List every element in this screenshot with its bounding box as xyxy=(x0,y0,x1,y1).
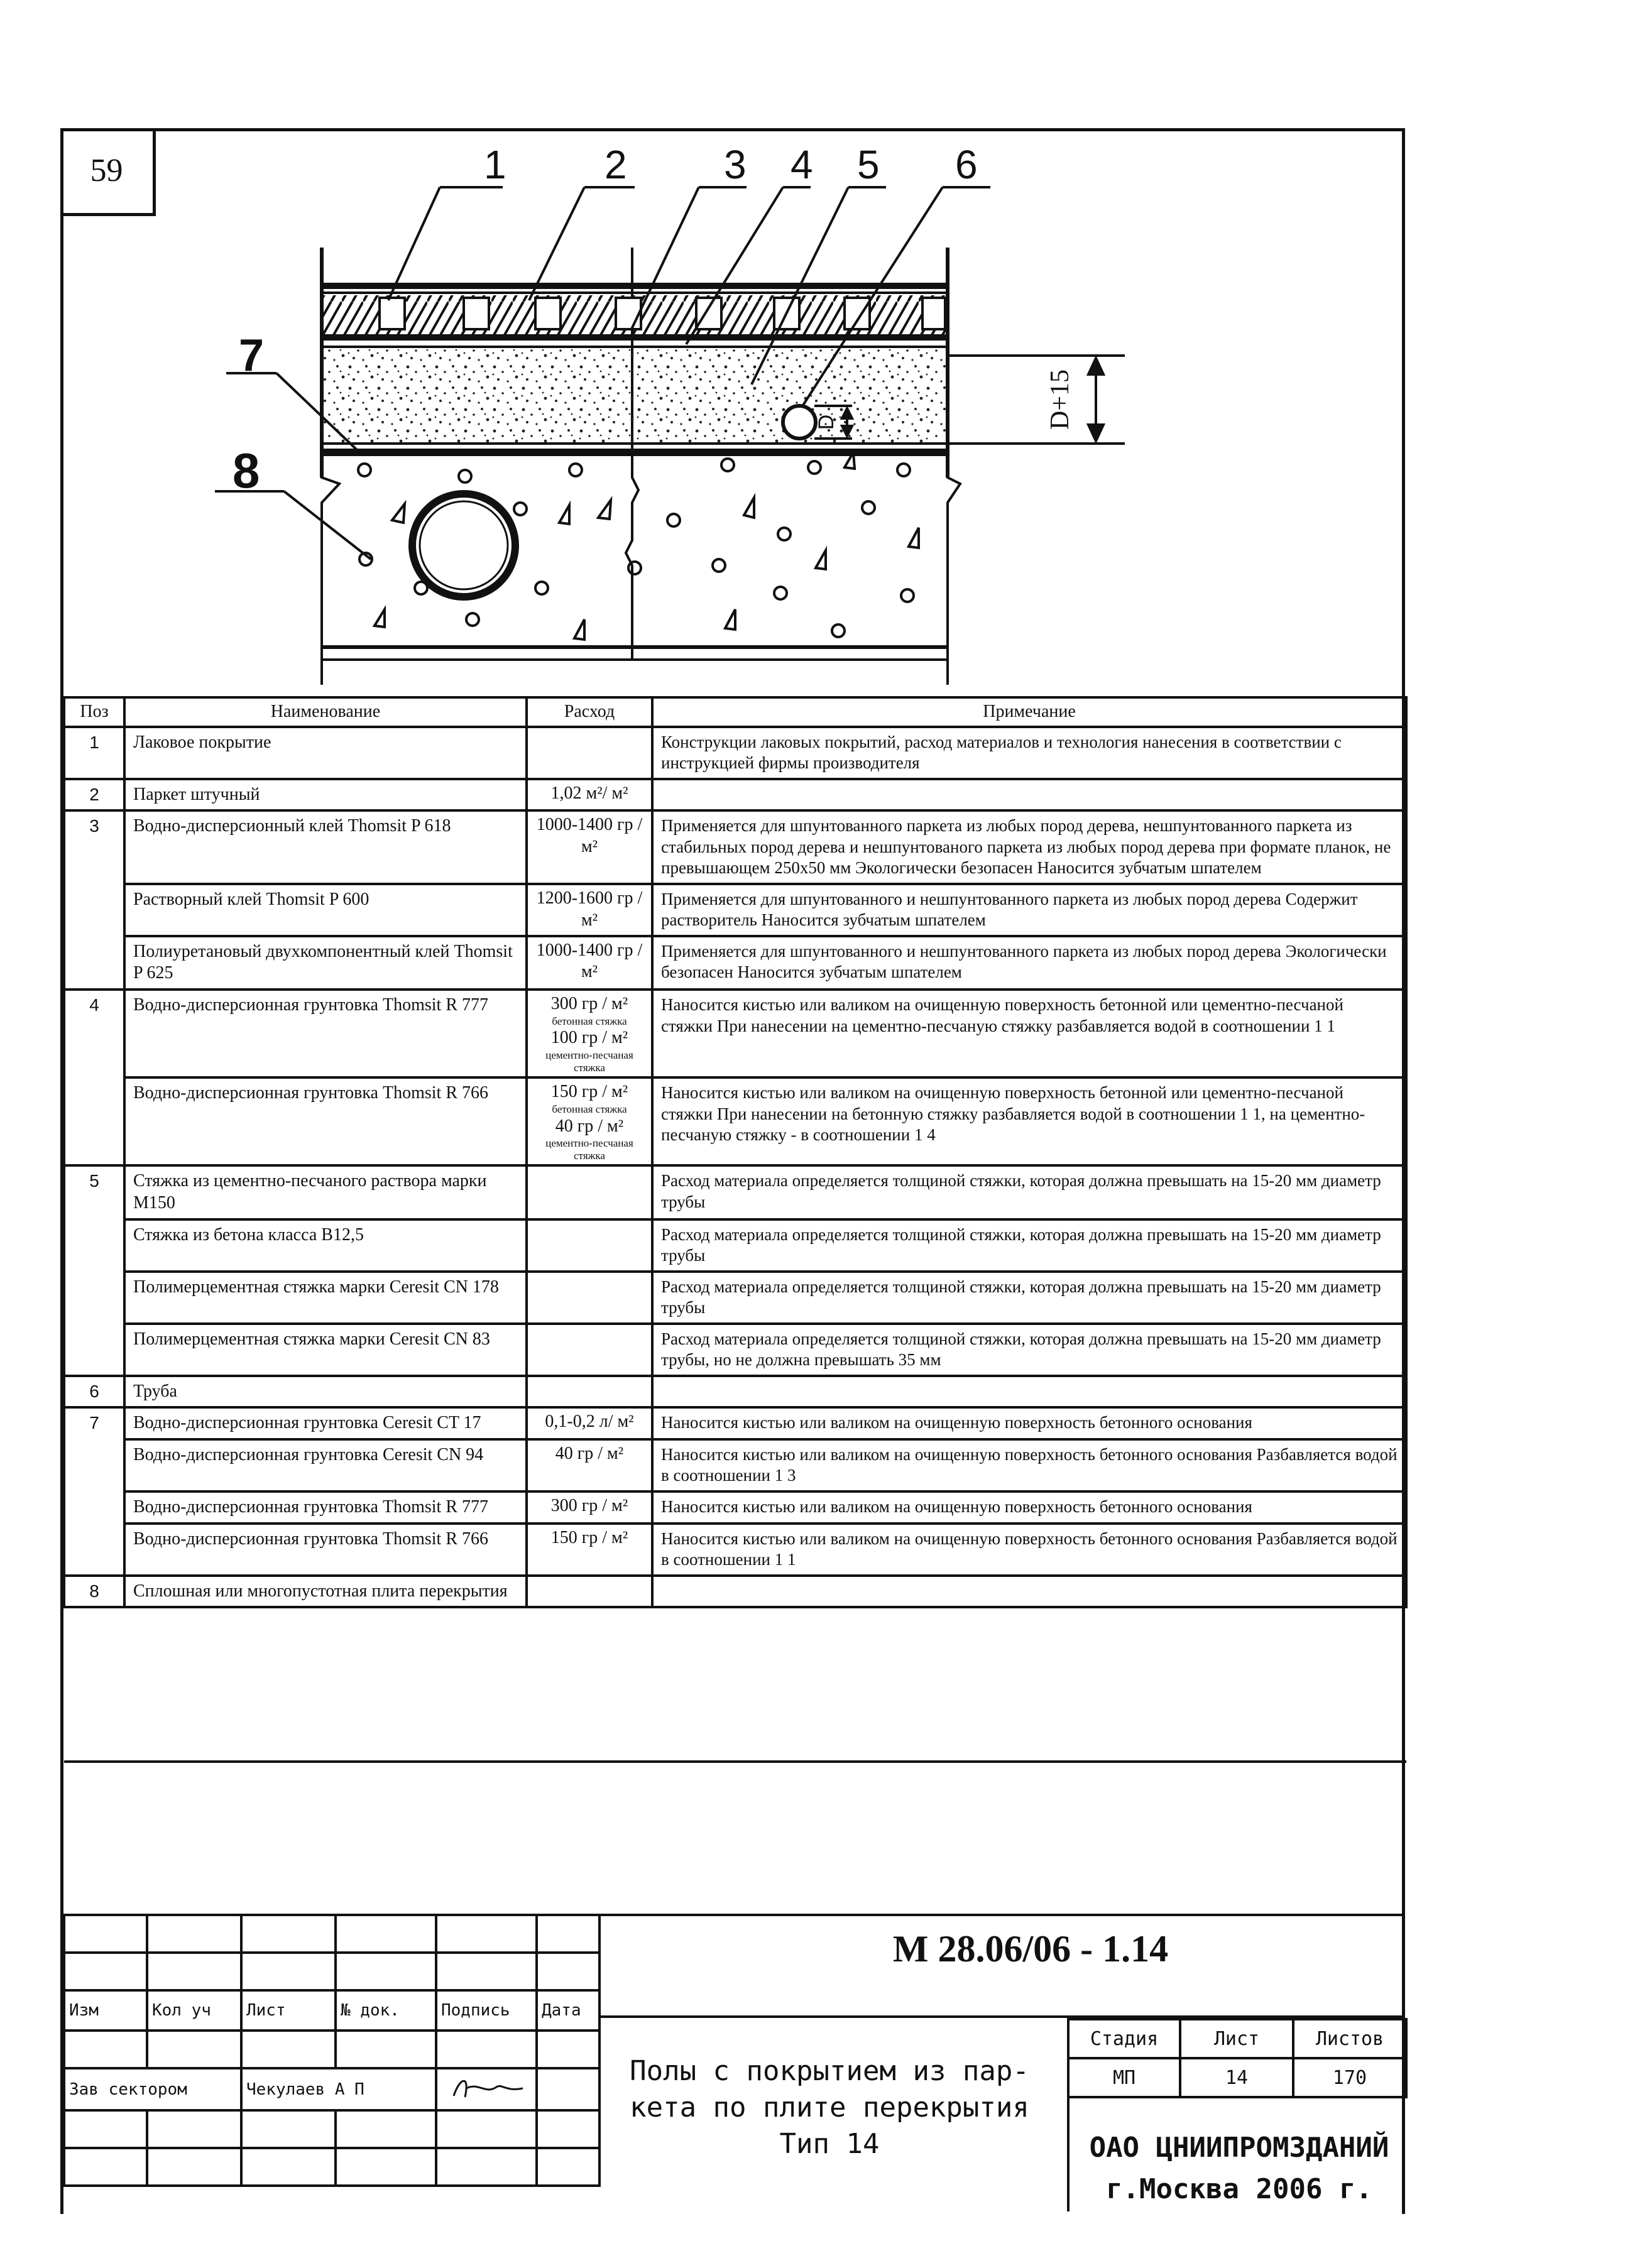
row-rate xyxy=(527,810,652,883)
row-name: Лаковое покрытие xyxy=(124,727,527,779)
row-rate xyxy=(527,1272,652,1324)
table-row xyxy=(64,727,1406,779)
table-row xyxy=(64,936,1406,990)
callout-8: 8 xyxy=(233,443,260,498)
row-note: Наносится кистью или валиком на очищенную поверхность бетонного основания xyxy=(652,1407,1406,1439)
row-note: Наносится кистью или валиком на очищенную поверхность бетонного основания xyxy=(652,1491,1406,1524)
callout-6: 6 xyxy=(955,142,978,187)
rate-rate: 150 гр / м² xyxy=(550,1082,628,1102)
row-note xyxy=(652,1376,1406,1408)
screed-dimension xyxy=(948,356,1125,444)
rate-rate: 1200-1600 гр / м² xyxy=(536,888,643,930)
table-row xyxy=(64,884,1406,936)
table-row xyxy=(64,1439,1406,1491)
row-name: Полимерцементная стяжка марки Ceresit CN 178 xyxy=(124,1272,527,1324)
table-row xyxy=(64,990,1406,1077)
organization xyxy=(1076,2127,1403,2210)
person-cell: Чекулаев А П xyxy=(241,2068,436,2110)
screed-pipe xyxy=(783,406,816,439)
rate-rate: 40 гр / м² xyxy=(555,1444,624,1463)
row-note: Расход материала определяется толщиной стяжки, которая должна превышать на 15-20 мм диаметр трубы xyxy=(652,1272,1406,1324)
table-row xyxy=(64,810,1406,883)
rate-rate2-sub: цементно-песчаная стяжка xyxy=(545,1137,633,1162)
col-doc: № док. xyxy=(336,1990,436,2031)
header-rate: Расход xyxy=(527,697,652,727)
table-header-row xyxy=(64,697,1406,727)
row-name: Водно-дисперсионная грунтовка Thomsit R 777 xyxy=(124,1491,527,1524)
row-note: Конструкции лаковых покрытий, расход материалов и технология нанесения в соответствии с инструкцией фирмы производителя xyxy=(652,727,1406,779)
adhesive-layer xyxy=(322,334,948,341)
row-name: Водно-дисперсионная грунтовка Thomsit R 766 xyxy=(124,1077,527,1165)
rate-rate: 1,02 м²/ м² xyxy=(550,783,628,803)
col-list: Лист xyxy=(241,1990,336,2031)
rate-rate-sub: бетонная стяжка xyxy=(552,1103,627,1115)
role-cell: Зав сектором xyxy=(64,2068,241,2110)
row-name: Водно-дисперсионная грунтовка Thomsit R 766 xyxy=(124,1524,527,1576)
table-row xyxy=(64,1407,1406,1439)
row-note: Применяется для шпунтованного и нешпунтованного паркета из любых пород дерева Экологически безопасен Наносится зубчатым шпателем xyxy=(652,936,1406,990)
row-position: 5 xyxy=(64,1165,124,1375)
sheets-header: Листов xyxy=(1293,2019,1406,2058)
row-rate xyxy=(527,936,652,990)
row-rate xyxy=(527,1439,652,1491)
row-rate xyxy=(527,727,652,779)
row-position: 8 xyxy=(64,1576,124,1608)
table-row xyxy=(64,1272,1406,1324)
row-name: Паркет штучный xyxy=(124,779,527,811)
row-note: Применяется для шпунтованного паркета из любых пород дерева, нешпунтованного паркета из стабильных пород дерева и нешпунтованого паркета из любых пород дерева при формате планок, не превышающем 250х50 мм Экологически безопасен Наносится зубчатым шпателем xyxy=(652,810,1406,883)
row-name: Водно-дисперсионная грунтовка Thomsit R 777 xyxy=(124,990,527,1077)
signature-cell xyxy=(436,2068,537,2110)
specification-table xyxy=(63,696,1408,1763)
rate-rate: 1000-1400 гр / м² xyxy=(536,940,643,982)
row-rate xyxy=(527,1407,652,1439)
row-name: Труба xyxy=(124,1376,527,1408)
row-position: 6 xyxy=(64,1376,124,1408)
callout-5: 5 xyxy=(857,142,880,187)
handwritten-signature xyxy=(441,2069,529,2105)
col-date: Дата xyxy=(537,1990,599,2031)
title-line-3: Тип 14 xyxy=(779,2128,880,2161)
table-body xyxy=(64,727,1406,1762)
approval-row xyxy=(64,2068,599,2110)
row-name: Сплошная или многопустотная плита перекрытия xyxy=(124,1576,527,1608)
sheet-number: 59 xyxy=(60,128,156,216)
stage-grid xyxy=(1067,2018,1408,2098)
table-row xyxy=(64,779,1406,811)
col-izm: Изм xyxy=(64,1990,147,2031)
document-code: М 28.06/06 - 1.14 xyxy=(892,1928,1169,1970)
pipe-dim-label: D xyxy=(814,414,838,430)
row-note: Расход материала определяется толщиной стяжки, которая должна превышать на 15-20 мм диаметр трубы xyxy=(652,1219,1406,1272)
row-rate xyxy=(527,884,652,936)
table-row xyxy=(64,1491,1406,1524)
sheets-value: 170 xyxy=(1293,2058,1406,2097)
org-name: ОАО ЦНИИПРОМЗДАНИЙ xyxy=(1089,2132,1389,2164)
header-note: Примечание xyxy=(652,697,1406,727)
stage-header: Стадия xyxy=(1068,2019,1180,2058)
row-rate xyxy=(527,990,652,1077)
hollow-core xyxy=(412,494,515,597)
row-position: 1 xyxy=(64,727,124,779)
row-position: 4 xyxy=(64,990,124,1165)
row-name: Стяжка из бетона класса В12,5 xyxy=(124,1219,527,1272)
rate-rate2-sub: цементно-песчаная стяжка xyxy=(545,1049,633,1074)
org-city-year: г.Москва 2006 г. xyxy=(1106,2173,1372,2205)
row-note: Расход материала определяется толщиной стяжки, которая должна превышать на 15-20 мм диаметр трубы, но не должна превышать 35 мм xyxy=(652,1324,1406,1376)
table-row xyxy=(64,1324,1406,1376)
rate-rate2: 40 гр / м² xyxy=(555,1116,624,1136)
row-rate xyxy=(527,1219,652,1272)
row-rate xyxy=(527,779,652,811)
table-row xyxy=(64,1576,1406,1608)
row-rate xyxy=(527,1077,652,1165)
row-rate xyxy=(527,1576,652,1608)
rate-rate: 1000-1400 гр / м² xyxy=(536,815,643,857)
row-position: 3 xyxy=(64,810,124,990)
row-name: Полиуретановый двухкомпонентный клей Thomsit P 625 xyxy=(124,936,527,990)
row-note: Расход материала определяется толщиной стяжки, которая должна превышать на 15-20 мм диаметр трубы xyxy=(652,1165,1406,1219)
row-note: Наносится кистью или валиком на очищенную поверхность бетонного основания Разбавляется водой в соотношении 1 3 xyxy=(652,1439,1406,1491)
revision-grid xyxy=(63,1914,601,2187)
table-row xyxy=(64,1077,1406,1165)
table-row xyxy=(64,1376,1406,1408)
rate-rate: 150 гр / м² xyxy=(550,1527,628,1547)
row-position: 7 xyxy=(64,1407,124,1575)
row-rate xyxy=(527,1165,652,1219)
screed-dim-label: D+15 xyxy=(1046,369,1075,430)
rate-rate-sub: бетонная стяжка xyxy=(552,1015,627,1027)
row-note: Наносится кистью или валиком на очищенную поверхность бетонной или цементно-песчаной стяжки При нанесении на цементно-песчаную стяжку разбавляется водой в соотношении 1 1 xyxy=(652,990,1406,1077)
screed-layer xyxy=(322,349,948,444)
callout-1: 1 xyxy=(484,142,506,187)
title-line-2: кета по плите перекрытия xyxy=(630,2091,1029,2124)
table-row xyxy=(64,1219,1406,1272)
table-row xyxy=(64,1524,1406,1576)
callout-7: 7 xyxy=(239,330,265,381)
title-line-1: Полы с покрытием из пар- xyxy=(630,2055,1029,2087)
row-note xyxy=(652,1576,1406,1608)
row-name: Растворный клей Thomsit P 600 xyxy=(124,884,527,936)
header-pos: Поз xyxy=(64,697,124,727)
floor-section-drawing xyxy=(0,0,1625,697)
callout-4: 4 xyxy=(791,142,813,187)
row-rate xyxy=(527,1491,652,1524)
rate-rate: 0,1-0,2 л/ м² xyxy=(545,1412,634,1432)
sheet-header: Лист xyxy=(1180,2019,1293,2058)
sheet-title xyxy=(603,2053,1056,2162)
row-note: Наносится кистью или валиком на очищенную поверхность бетонной или цементно-песчаной стяжки При нанесении на бетонную стяжку разбавляется водой в соотношении 1 1, на цементно-песчаную стяжку - в соотношении 1 4 xyxy=(652,1077,1406,1165)
row-rate xyxy=(527,1524,652,1576)
table-blank-row xyxy=(64,1607,1406,1762)
row-name: Водно-дисперсионный клей Thomsit P 618 xyxy=(124,810,527,883)
row-rate xyxy=(527,1376,652,1408)
rate-rate: 300 гр / м² xyxy=(550,1495,628,1515)
row-note xyxy=(652,779,1406,811)
col-kol-uch: Кол уч xyxy=(147,1990,241,2031)
row-rate xyxy=(527,1324,652,1376)
revision-header-row xyxy=(64,1990,599,2031)
lacquer-layer xyxy=(322,283,948,289)
row-name: Стяжка из цементно-песчаного раствора марки М150 xyxy=(124,1165,527,1219)
col-signature: Подпись xyxy=(436,1990,537,2031)
row-position: 2 xyxy=(64,779,124,811)
rate-rate: 300 гр / м² xyxy=(550,994,628,1014)
row-note: Наносится кистью или валиком на очищенную поверхность бетонного основания Разбавляется водой в соотношении 1 1 xyxy=(652,1524,1406,1576)
callout-2: 2 xyxy=(605,142,627,187)
table-row xyxy=(64,1165,1406,1219)
stage-value: МП xyxy=(1068,2058,1180,2097)
row-name: Полимерцементная стяжка марки Ceresit CN 83 xyxy=(124,1324,527,1376)
row-name: Водно-дисперсионная грунтовка Ceresit CT 17 xyxy=(124,1407,527,1439)
sheet-value: 14 xyxy=(1180,2058,1293,2097)
header-name: Наименование xyxy=(124,697,527,727)
row-name: Водно-дисперсионная грунтовка Ceresit CN 94 xyxy=(124,1439,527,1491)
row-note: Применяется для шпунтованного и нешпунтованного паркета из любых пород дерева Содержит растворитель Наносится зубчатым шпателем xyxy=(652,884,1406,936)
callout-3: 3 xyxy=(724,142,747,187)
rate-rate2: 100 гр / м² xyxy=(550,1028,628,1048)
